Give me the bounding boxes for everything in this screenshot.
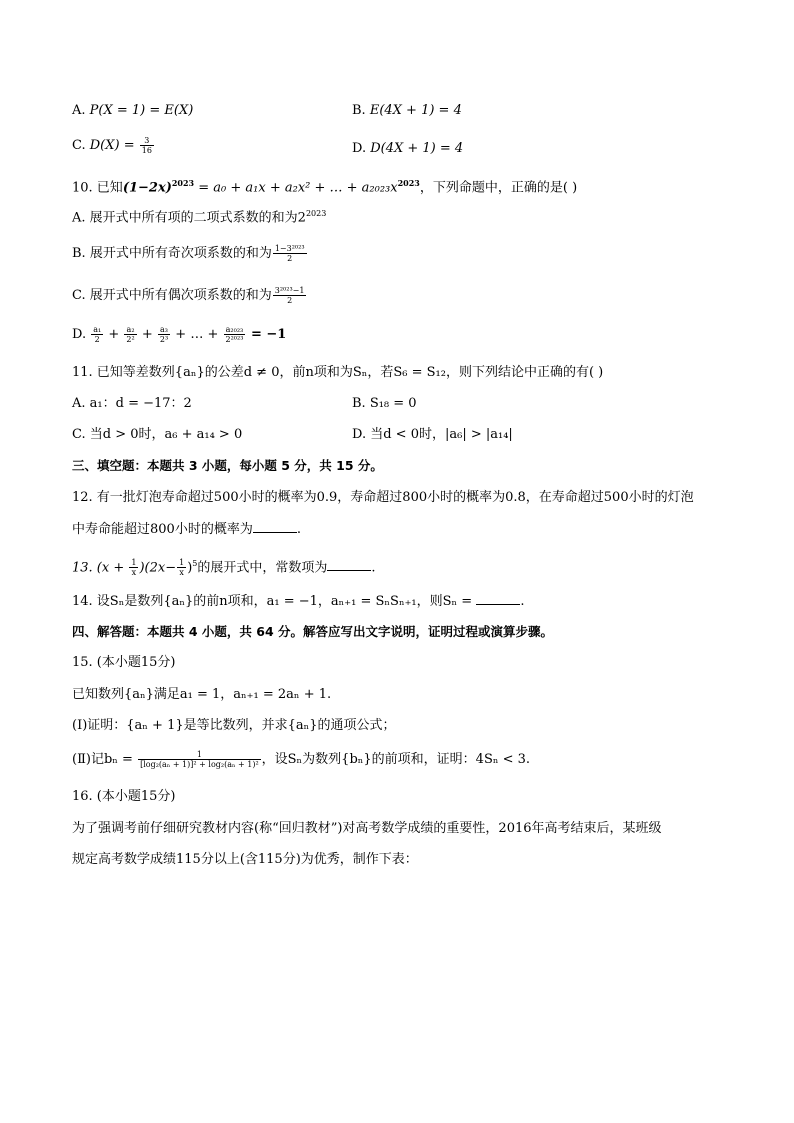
q9-option-d-expr: D(4X + 1) = 4	[370, 141, 464, 156]
q15-part-1: (Ⅰ)证明：{aₙ + 1}是等比数列，并求{aₙ}的通项公式；	[72, 718, 396, 733]
q10-option-a: A. 展开式中所有项的二项式系数的和为$2^{2023}$	[72, 209, 327, 226]
q11-stem: 11. 已知等差数列{aₙ}的公差d ≠ 0，前n项和为Sₙ，若S₆ = S₁₂，则下列结论中正确的有( )	[72, 365, 604, 380]
q9-option-d: D. D(4X + 1) = 4	[352, 141, 464, 156]
q9-option-b-expr: E(4X + 1) = 4	[369, 103, 462, 118]
q12-line-2: 中寿命能超过800小时的概率为 .	[72, 522, 301, 537]
q11-option-b: B. S₁₈ = 0	[352, 396, 417, 411]
q10-option-c-fraction: $\frac{\text{3²⁰²³−1}}{2}$	[274, 286, 305, 305]
q10-option-c: C. 展开式中所有偶次项系数的和为 $\frac{\text{3²⁰²³−1}}{2}$	[72, 286, 305, 305]
q11-option-a: A. a₁：d = −17：2	[72, 396, 192, 411]
q15-line-1: 已知数列{aₙ}满足a₁ = 1，aₙ₊₁ = 2aₙ + 1.	[72, 687, 332, 702]
q16-line-1: 为了强调考前仔细研究教材内容(称“回归教材”)对高考数学成绩的重要性，2016年高考结束后，某班级	[72, 821, 662, 836]
q10-d-term-4: $\frac{\text{a₂₀₂₃}}{\text{2²⁰²³}}$	[225, 325, 244, 344]
section-3-heading: 三、填空题：本题共 3 小题，每小题 5 分，共 15 分。	[72, 458, 383, 473]
q14: 14. 设Sₙ是数列{aₙ}的前n项和，a₁ = −1，aₙ₊₁ = SₙSₙ₊₁，则Sₙ = .	[72, 594, 525, 609]
q9-option-a: A. P(X = 1) = E(X)	[72, 103, 194, 118]
q10-d-term-2: $\frac{\text{a₂}}{\text{2²}}$	[126, 325, 135, 344]
q16-title: 16. (本小题15分)	[72, 789, 176, 804]
q12-line-1: 12. 有一批灯泡寿命超过500小时的概率为0.9，寿命超过800小时的概率为0.8，在寿命超过500小时的灯泡	[72, 490, 694, 505]
q10-d-term-1: $\frac{\text{a₁}}{2}$	[93, 325, 102, 344]
q13-fraction-2: $\frac{1}{x}$	[179, 558, 185, 578]
q10-option-b: B. 展开式中所有奇次项系数的和为 $\frac{\text{1−3²⁰²³}}{2}$	[72, 244, 305, 263]
q9-option-a-expr: P(X = 1) = E(X)	[89, 103, 194, 118]
q15-part-2-fraction: $\frac{1}{\text{[log₂(aₙ + 1)]² + log₂(aₙ + 1)²}}$	[140, 750, 259, 769]
q15-title: 15. (本小题15分)	[72, 655, 176, 670]
q10-stem: 10. 已知$(1-2x)^{2023} = a_0 + a_1x + a_2x^2$ + … + $a_{2023}x^{2023}$，下列命题中，正确的是( )	[72, 178, 578, 196]
q9-option-b: B. E(4X + 1) = 4	[352, 103, 462, 118]
q11-option-d: D. 当d < 0时，|a₆| > |a₁₄|	[352, 427, 513, 442]
q10-option-b-fraction: $\frac{\text{1−3²⁰²³}}{2}$	[274, 244, 305, 263]
q13-answer-blank[interactable]	[327, 558, 371, 571]
section-4-heading: 四、解答题：本题共 4 小题，共 64 分。解答应写出文字说明，证明过程或演算步骤。	[72, 624, 554, 639]
q9-option-c: C. D(X) = $\frac{3}{16}$	[72, 136, 152, 155]
q9-option-c-fraction: $\frac{3}{16}$	[141, 136, 152, 155]
q11-option-c: C. 当d > 0时，a₆ + a₁₄ > 0	[72, 427, 243, 442]
q14-answer-blank[interactable]	[476, 592, 520, 605]
q13: 13. (x + $\frac{1}{x}$ )(2x− $\frac{1}{x}$ )$^5$的展开式中，常数项为 .	[72, 558, 376, 578]
q13-fraction-1: $\frac{1}{x}$	[131, 558, 137, 578]
q10-option-d: D. $\frac{\text{a₁}}{2}$ + $\frac{\text{a₂}}{\text{2²}}$ + $\frac{\text{a₃}}{\text{2³}}$ + … + $\frac{\text{a₂₀₂₃}}{\text{2²⁰²³}}$ = −1	[72, 325, 287, 344]
q16-line-2: 规定高考数学成绩115分以上(含115分)为优秀，制作下表：	[72, 852, 418, 867]
q15-part-2: (Ⅱ)记bₙ = $\frac{1}{\text{[log₂(aₙ + 1)]² + log₂(aₙ + 1)²}}$ ，设Sₙ为数列{bₙ}的前项和，证明：4Sₙ < 3.	[72, 750, 531, 769]
q10-d-term-3: $\frac{\text{a₃}}{\text{2³}}$	[159, 325, 169, 344]
q12-answer-blank[interactable]	[253, 520, 297, 533]
